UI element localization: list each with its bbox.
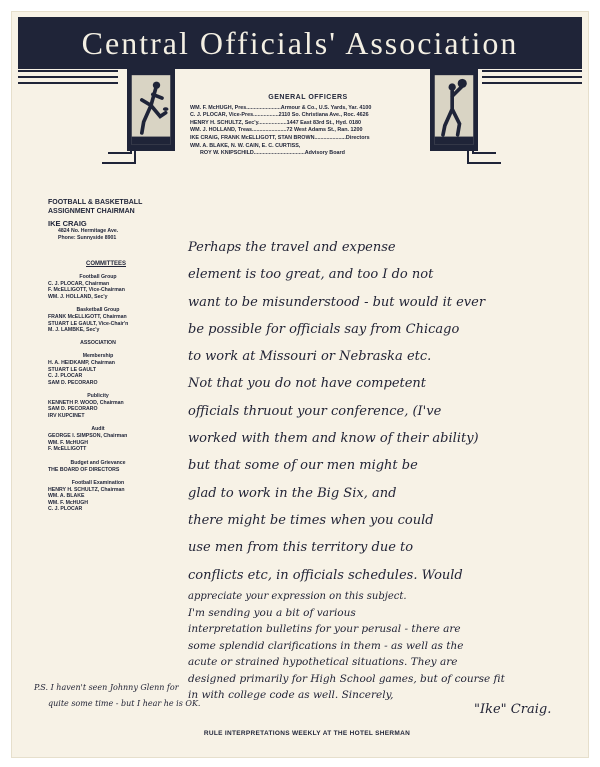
- letter-line: in with college code as well. Sincerely,: [188, 689, 394, 702]
- letter-line: Not that you do not have competent: [188, 376, 427, 392]
- letter-line: be possible for officials say from Chicago: [188, 321, 460, 337]
- committee-member: H. A. HEIDKAMP, Chairman: [48, 360, 115, 367]
- committee-member: HENRY H. SCHULTZ, Chairman: [48, 486, 125, 493]
- letter-line: want to be misunderstood - but would it ever: [188, 294, 486, 310]
- committee-member: STUART LE GAULT, Vice-Chair'n: [48, 320, 129, 327]
- committee-member: F. McELLIGOTT, Vice-Chairman: [48, 287, 125, 294]
- chairman-address: 4824 No. Hermitage Ave.: [58, 228, 119, 234]
- committee-group-name: Audit: [91, 426, 105, 433]
- committees-heading: COMMITTEES: [86, 261, 126, 267]
- letter-line: glad to work in the Big Six, and: [188, 485, 397, 501]
- letter-line: designed primarily for High School games, but of course fit: [188, 672, 505, 685]
- committee-groups: [48, 274, 178, 513]
- committee-group-name: Basketball Group: [76, 307, 120, 314]
- committee-member: KENNETH P. WOOD, Chairman: [48, 400, 124, 407]
- committee-member: M. J. LAMBKE, Sec'y: [48, 327, 100, 334]
- officer-row: IKE CRAIG, FRANK McELLIGOTT, STAN BROWN.....................Directors: [190, 134, 370, 141]
- general-officers: [190, 94, 426, 158]
- letter-line: use men from this territory due to: [188, 540, 414, 556]
- officer-row: C. J. PLOCAR, Vice-Pres.................2110 So. Christiana Ave., Roc. 4626: [190, 112, 369, 119]
- committee-member: IRV KUPCINET: [48, 412, 85, 419]
- committee-member: SAM D. PECORARO: [48, 379, 98, 386]
- committee-member: WM. J. HOLLAND, Sec'y: [48, 293, 108, 300]
- handwritten-letter-body: [188, 234, 592, 704]
- committee-group-name: Football Group: [79, 274, 117, 280]
- postscript-line: P.S. I haven't seen Johnny Glenn for: [34, 683, 179, 692]
- committee-group-name: Budget and Grievance: [70, 459, 126, 466]
- committee-member: F. McELLIGOTT: [48, 446, 87, 453]
- committee-member: THE BOARD OF DIRECTORS: [48, 466, 120, 473]
- letter-line: some splendid clarifications in them - as well as the: [188, 639, 464, 652]
- letter-line: conflicts etc, in officials schedules. Would: [188, 567, 463, 583]
- committee-member: SAM D. PECORARO: [48, 406, 98, 413]
- letter-line: officials thruout your conference, (I've: [188, 403, 442, 419]
- committee-group-name: Membership: [82, 353, 114, 360]
- sidebar-title-line2: ASSIGNMENT CHAIRMAN: [48, 208, 135, 215]
- committee-member: WM. F. McHUGH: [48, 439, 89, 446]
- signature: "Ike" Craig.: [474, 702, 552, 717]
- chairman-name: IKE CRAIG: [48, 219, 87, 228]
- basketball-player-icon: [430, 69, 478, 151]
- officer-row: WM. J. HOLLAND, Treas.......................72 West Adams St., Ran. 1200: [190, 127, 363, 134]
- committee-group-name: Publicity: [87, 393, 109, 400]
- decorative-rules-left: [18, 70, 118, 88]
- letter-line: to work at Missouri or Nebraska etc.: [188, 349, 432, 365]
- letter-line: there might be times when you could: [188, 512, 434, 528]
- committee-member: WM. F. McHUGH: [48, 499, 89, 506]
- letter-line: I'm sending you a bit of various: [188, 606, 356, 619]
- letter-line: but that some of our men might be: [188, 458, 418, 474]
- committee-member: FRANK McELLIGOTT, Chairman: [48, 314, 127, 321]
- committee-group-name: Football Examination: [71, 479, 125, 486]
- letter-paragraph-1: [188, 234, 592, 589]
- chairman-phone: Phone: Sunnyside 8901: [58, 234, 117, 241]
- sidebar-title-line1: FOOTBALL & BASKETBALL: [48, 199, 143, 206]
- letterhead-title: Central Officials' Association: [18, 17, 582, 69]
- footer-note: RULE INTERPRETATIONS WEEKLY AT THE HOTEL SHERMAN: [203, 730, 411, 737]
- letter-line: worked with them and know of their ability): [188, 431, 479, 447]
- letter-line: acute or strained hypothetical situations. They are: [188, 656, 458, 669]
- postscript: [34, 680, 214, 712]
- postscript-line: quite some time - but I hear he is OK.: [48, 699, 201, 708]
- decorative-rules-right: [482, 70, 582, 88]
- committee-member: C. J. PLOCAR: [48, 506, 83, 513]
- committee-member: GEORGE I. SIMPSON, Chairman: [48, 433, 128, 440]
- committee-member: C. J. PLOCAR, Chairman: [48, 281, 110, 287]
- letter-page: [12, 12, 588, 757]
- committee-member: C. J. PLOCAR: [48, 373, 83, 380]
- officer-row: ROY W. KNIPSCHILD..................................Advisory Board: [200, 150, 345, 157]
- officers-heading: GENERAL OFFICERS: [268, 94, 348, 101]
- committee-member: STUART LE GAULT: [48, 366, 97, 373]
- committee-sidebar: [48, 198, 178, 513]
- letter-line: element is too great, and too I do not: [188, 267, 434, 283]
- committee-member: WM. A. BLAKE: [48, 493, 85, 500]
- letter-line: interpretation bulletins for your perusal - there are: [188, 623, 461, 636]
- officer-row: HENRY H. SCHULTZ, Sec'y...................1447 East 83rd St., Hyd. 0180: [190, 119, 361, 126]
- officer-row: WM. A. BLAKE, N. W. CAIN, E. C. CURTISS,: [190, 142, 301, 149]
- letter-line: appreciate your expression on this subject.: [188, 590, 407, 602]
- officer-row: WM. F. McHUGH, Pres.......................Armour & Co., U.S. Yards, Yar. 4100: [190, 104, 372, 111]
- football-player-icon: [127, 69, 175, 151]
- letter-paragraph-2: [188, 605, 592, 704]
- letter-line: Perhaps the travel and expense: [188, 240, 396, 255]
- committee-group-name: ASSOCIATION: [80, 340, 116, 347]
